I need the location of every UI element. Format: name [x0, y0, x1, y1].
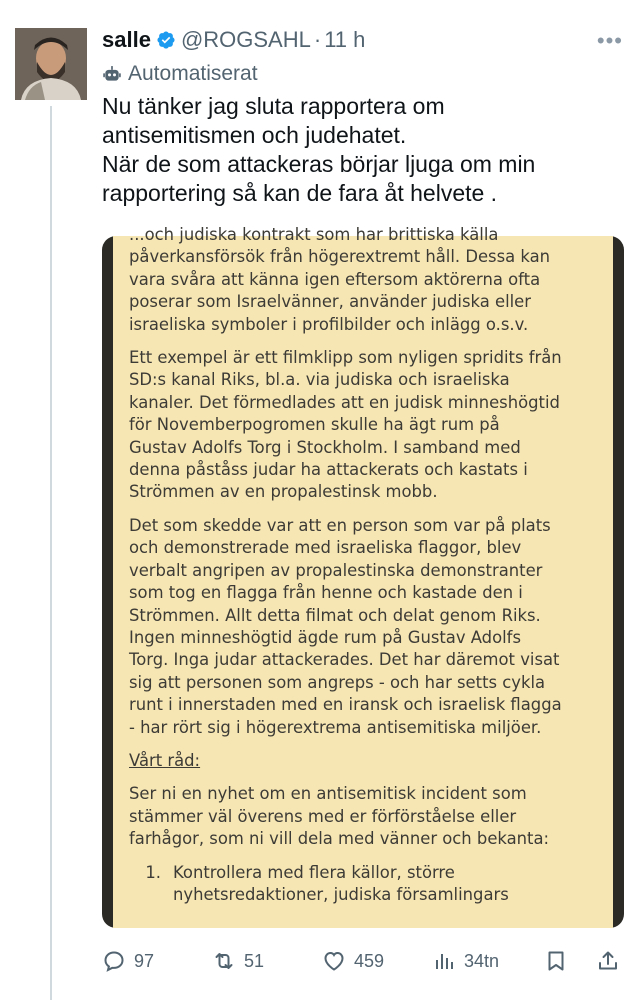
share-icon	[596, 949, 620, 973]
share-button[interactable]	[596, 946, 628, 976]
repost-button[interactable]	[212, 946, 264, 976]
tweet-text-line: När de som attackeras börjar ljuga om min	[102, 151, 536, 177]
reply-count: 97	[134, 950, 155, 971]
doc-line: Det som skedde var att en person som var på plats	[129, 515, 551, 535]
reply-button[interactable]	[102, 946, 154, 976]
doc-line: verbalt angripen av propalestinska demonstranter	[129, 560, 543, 580]
bot-icon	[102, 64, 122, 84]
doc-line: Ser ni en nyhet om en antisemitisk incident som	[129, 784, 527, 804]
doc-line: sig att personen som angreps - och har setts cykla	[129, 672, 546, 692]
timestamp[interactable]: 11 h	[324, 27, 366, 52]
heart-icon	[322, 949, 346, 973]
author-name[interactable]: salle	[102, 27, 151, 52]
doc-paragraph-1	[129, 246, 613, 336]
views-button[interactable]	[432, 946, 499, 976]
tweet-text-line: antisemitismen och judehatet.	[102, 122, 407, 148]
document-screenshot	[113, 225, 613, 928]
views-count: 34tn	[464, 950, 500, 971]
doc-line: och demonstrerade med israeliska flaggor, blev	[129, 538, 522, 558]
avatar[interactable]	[15, 28, 87, 100]
bookmark-icon	[544, 949, 568, 973]
doc-list-number: 1.	[145, 862, 161, 882]
bookmark-button[interactable]	[544, 946, 576, 976]
thread-line	[50, 106, 52, 1000]
action-bar	[102, 946, 624, 976]
doc-line: farhågor, som ni vill dela med vänner och bekanta:	[129, 829, 550, 849]
doc-paragraph-3	[129, 515, 613, 739]
doc-line: Strömmen av en propalestinsk mobb.	[129, 482, 438, 502]
doc-line: SD:s kanal Riks, bl.a. via judiska och israeliska	[129, 370, 510, 390]
doc-line: Gustav Adolfs Torg i Stockholm. I samband med	[129, 437, 521, 457]
like-count: 459	[354, 950, 385, 971]
doc-line: Ett exempel är ett filmklipp som nyligen spridits från	[129, 348, 562, 368]
like-button[interactable]	[322, 946, 384, 976]
tweet-text-line: rapportering så kan de fara åt helvete .	[102, 180, 498, 206]
doc-line: kanaler. Det förmedlades att en judisk minneshögtid	[129, 392, 560, 412]
doc-paragraph-4	[129, 783, 613, 850]
doc-line: stämmer väl överens med er förförståelse eller	[129, 806, 517, 826]
views-icon	[432, 949, 456, 973]
avatar-image	[15, 28, 87, 100]
doc-line: Strömmen. Allt detta filmat och delat genom Riks.	[129, 605, 541, 625]
author-handle[interactable]: @ROGSAHL	[180, 27, 311, 52]
doc-heading: Vårt råd:	[129, 750, 201, 770]
tweet-header	[102, 24, 365, 56]
doc-cut-line: ...och judiska kontrakt som har brittiska källa	[129, 225, 499, 244]
doc-line: Kontrollera med flera källor, större	[173, 862, 455, 882]
doc-list-text	[173, 862, 509, 907]
doc-line: runt i innerstaden med en iransk och israelisk flagga	[129, 695, 562, 715]
repost-count: 51	[244, 950, 265, 971]
attached-image[interactable]	[102, 225, 624, 928]
more-options-icon[interactable]: •••	[596, 28, 623, 53]
automated-label	[102, 60, 258, 88]
automated-text: Automatiserat	[128, 62, 258, 85]
doc-line: - har rört sig i högerextrema antisemitiska miljöer.	[129, 717, 542, 737]
doc-line: israeliska symboler i profilbilder och inlägg o.s.v.	[129, 314, 529, 334]
doc-line: Torg. Inga judar attackerades. Det har däremot visat	[129, 650, 560, 670]
reply-icon	[102, 949, 126, 973]
doc-line: påverkansförsök från högerextremt håll. Dessa kan	[129, 247, 551, 267]
doc-line: för Novemberpogromen skulle ha ägt rum på	[129, 415, 500, 435]
doc-line: vara svåra att känna igen eftersom aktörerna ofta	[129, 269, 541, 289]
tweet-text	[102, 92, 622, 208]
doc-line: som tog en flagga från henne och kastade den i	[129, 583, 523, 603]
doc-line: Ingen minneshögtid ägde rum på Gustav Adolfs	[129, 627, 521, 647]
tweet-text-line: Nu tänker jag sluta rapportera om	[102, 93, 445, 119]
verified-badge-icon	[156, 30, 176, 50]
separator-dot: ·	[313, 27, 322, 52]
doc-line: poserar som Israelvänner, använder judiska eller	[129, 292, 532, 312]
doc-paragraph-2	[129, 347, 613, 504]
repost-icon	[212, 949, 236, 973]
doc-list-item	[129, 862, 613, 907]
doc-line: denna påståss judar ha attackerats och kastats i	[129, 460, 528, 480]
doc-line: nyhetsredaktioner, judiska församlingars	[173, 884, 509, 904]
